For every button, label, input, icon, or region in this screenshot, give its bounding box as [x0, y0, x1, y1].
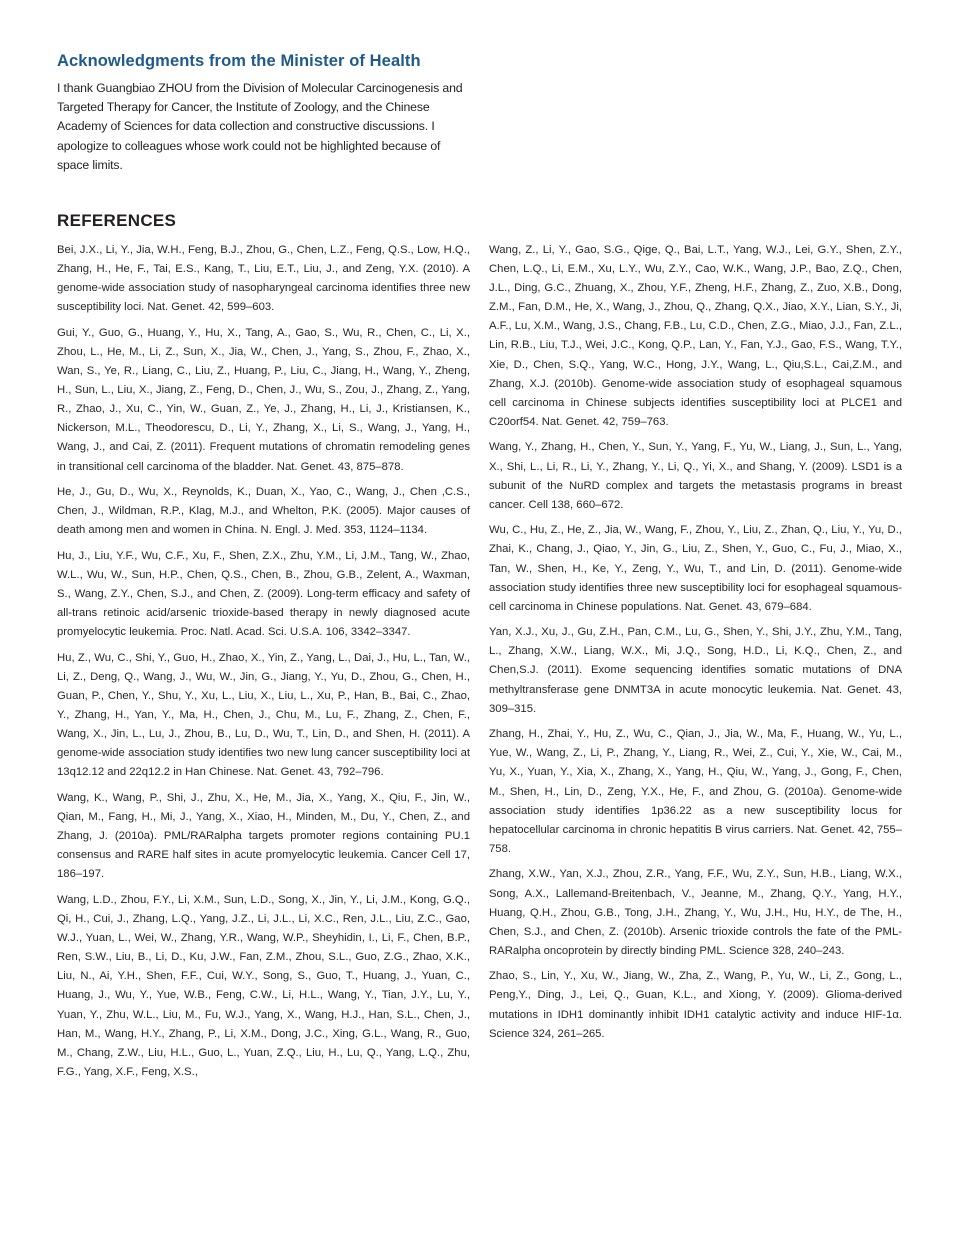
- reference-item: Zhang, X.W., Yan, X.J., Zhou, Z.R., Yang, F.F., Wu, Z.Y., Sun, H.B., Liang, W.X., Song, A.X., Lallemand-Breitenbach, V., Jeanne, M., Zhang, Q.Y., Yang, H.Y., Huang, Q.H., Zhou, G.B., Tong, J.H., Zhang, Y., Wu, J.H., Hu, H.Y., de The, H., Chen, S.J., and Chen, Z. (2010b). Arsenic trioxide controls the fate of the PML-RARalpha oncoprotein by directly binding PML. Science 328, 240–243.: [489, 868, 902, 957]
- reference-item: He, J., Gu, D., Wu, X., Reynolds, K., Duan, X., Yao, C., Wang, J., Chen ,C.S., Chen, J., Wildman, R.P., Klag, M.J., and Whelton, P.K. (2005). Major causes of death among men and women in China. N. Engl. J. Med. 353, 1124–1134.: [57, 486, 470, 537]
- acknowledgments-title: Acknowledgments from the Minister of Health: [57, 52, 421, 70]
- reference-item: Wang, K., Wang, P., Shi, J., Zhu, X., He, M., Jia, X., Yang, X., Qiu, F., Jin, W., Qian, M., Fang, H., Mi, J., Yang, X., Xiao, H., Minden, M., Du, Y., Chen, Z., and Zhang, J. (2010a). PML/RARalpha targets promoter regions containing PU.1 consensus and RARE half sites in acute promyelocytic leukemia. Cancer Cell 17, 186–197.: [57, 792, 470, 881]
- reference-item: Bei, J.X., Li, Y., Jia, W.H., Feng, B.J., Zhou, G., Chen, L.Z., Feng, Q.S., Low, H.Q., Zhang, H., He, F., Tai, E.S., Kang, T., Liu, E.T., Liu, J., and Zeng, Y.X. (2010). A genome-wide association study of nasopharyngeal carcinoma identifies three new susceptibility loci. Nat. Genet. 42, 599–603.: [57, 244, 470, 314]
- reference-item: Zhao, S., Lin, Y., Xu, W., Jiang, W., Zha, Z., Wang, P., Yu, W., Li, Z., Gong, L., Peng,Y., Ding, J., Lei, Q., Guan, K.L., and Xiong, Y. (2009). Glioma-derived mutations in IDH1 dominantly inhibit IDH1 catalytic activity and induce HIF-1α. Science 324, 261–265.: [489, 970, 902, 1040]
- reference-item: Wang, L.D., Zhou, F.Y., Li, X.M., Sun, L.D., Song, X., Jin, Y., Li, J.M., Kong, G.Q., Qi, H., Cui, J., Zhang, L.Q., Yang, J.Z., Li, J.L., Li, X.C., Ren, J.L., Liu, Z.C., Gao, W.J., Yuan, L., Wei, W., Zhang, Y.R., Wang, W.P., Sheyhidin, I., Li, F., Chen, B.P., Ren, S.W., Liu, B., Li, D., Ku, J.W., Fan, Z.M., Zhou, S.L., Guo, Z.G., Zhao, X.K., Liu, N., Ai, Y.H., Shen, F.F., Cui, W.Y., Song, S., Guo, T., Huang, J., Yuan, C., Huang, J., Wu, Y., Yue, W.B., Feng, C.W., Li, H.L., Wang, Y., Tian, J.Y., Lu, Y., Yuan, Y., Zhu, W.L., Liu, M., Fu, W.J., Yang, X., Wang, H.J., Han, S.L., Chen, J., Han, M., Wang, H.Y., Zhang, P., Li, X.M., Dong, J.C., Xing, G.L., Wang, R., Guo, M., Chang, Z.W., Liu, H.L., Guo, L., Yuan, Z.Q., Liu, H., Lu, Q., Yang, L.Q., Zhu, F.G., Yang, X.F., Feng, X.S.,: [57, 894, 470, 1078]
- reference-item: Hu, Z., Wu, C., Shi, Y., Guo, H., Zhao, X., Yin, Z., Yang, L., Dai, J., Hu, L., Tan, W., Li, Z., Deng, Q., Wang, J., Wu, W., Jin, G., Jiang, Y., Yu, D., Zhou, G., Chen, H., Guan, P., Chen, Y., Shu, Y., Xu, L., Liu, X., Liu, L., Xu, P., Han, B., Bai, C., Zhao, Y., Zhang, H., Yan, Y., Ma, H., Chen, J., Chu, M., Lu, F., Zhang, Z., Chen, F., Wang, X., Jin, L., Lu, J., Zhou, B., Lu, D., Wu, T., Lin, D., and Shen, H. (2011). A genome-wide association study identifies two new lung cancer susceptibility loci at 13q12.12 and 22q12.2 in Han Chinese. Nat. Genet. 43, 792–796.: [57, 651, 470, 779]
- references-left-column: [57, 241, 470, 1088]
- references-right-column: [489, 241, 902, 1050]
- reference-item: Yan, X.J., Xu, J., Gu, Z.H., Pan, C.M., Lu, G., Shen, Y., Shi, J.Y., Zhu, Y.M., Tang, L., Zhang, X.W., Liang, W.X., Mi, J.Q., Song, H.D., Li, K.Q., Chen, Z., and Chen,S.J. (2011). Exome sequencing identifies somatic mutations of DNA methyltransferase gene DNMT3A in acute monocytic leukemia. Nat. Genet. 43, 309–315.: [489, 626, 902, 715]
- reference-item: Hu, J., Liu, Y.F., Wu, C.F., Xu, F., Shen, Z.X., Zhu, Y.M., Li, J.M., Tang, W., Zhao, W.L., Wu, W., Sun, H.P., Chen, Q.S., Chen, B., Zhou, G.B., Zelent, A., Waxman, S., Wang, Z.Y., Chen, S.J., and Chen, Z. (2009). Long-term efficacy and safety of all-trans retinoic acid/arsenic trioxide-based therapy in newly diagnosed acute promyelocytic leukemia. Proc. Natl. Acad. Sci. U.S.A. 106, 3342–3347.: [57, 549, 470, 639]
- reference-item: Wang, Y., Zhang, H., Chen, Y., Sun, Y., Yang, F., Yu, W., Liang, J., Sun, L., Yang, X., Shi, L., Li, R., Li, Y., Zhang, Y., Li, Q., Yi, X., and Shang, Y. (2009). LSD1 is a subunit of the NuRD complex and targets the metastasis programs in breast cancer. Cell 138, 660–672.: [489, 441, 902, 511]
- acknowledgments-section: [57, 52, 472, 175]
- reference-item: Zhang, H., Zhai, Y., Hu, Z., Wu, C., Qian, J., Jia, W., Ma, F., Huang, W., Yu, L., Yue, W., Wang, Z., Li, P., Zhang, Y., Liang, R., Wei, Z., Cui, Y., Xie, W., Cai, M., Yu, X., Yuan, Y., Xia, X., Zhang, X., Yang, H., Qiu, W., Yang, J., Gong, F., Chen, M., Shen, H., Lin, D., Zeng, Y.X., He, F., and Zhou, G. (2010a). Genome-wide association study identifies 1p36.22 as a new susceptibility locus for hepatocellular carcinoma in chronic hepatitis B virus carriers. Nat. Genet. 42, 755–758.: [489, 728, 902, 855]
- reference-item: Gui, Y., Guo, G., Huang, Y., Hu, X., Tang, A., Gao, S., Wu, R., Chen, C., Li, X., Zhou, L., He, M., Li, Z., Sun, X., Jia, W., Chen, J., Yang, S., Zhou, F., Zhao, X., Wan, S., Ye, R., Liang, C., Liu, Z., Huang, P., Liu, C., Jiang, H., Wang, Y., Zheng, H., Sun, L., Liu, X., Jiang, Z., Feng, D., Chen, J., Wu, S., Zou, J., Zhang, Z., Yang, R., Zhao, J., Xu, C., Yin, W., Guan, Z., Ye, J., Zhang, H., Li, J., Kristiansen, K., Nickerson, M.L., Theodorescu, D., Li, Y., Zhang, X., Li, S., Wang, J., Yang, H., Wang, J., and Cai, Z. (2011). Frequent mutations of chromatin remodeling genes in transitional cell carcinoma of the bladder. Nat. Genet. 43, 875–878.: [57, 326, 470, 473]
- references-title: REFERENCES: [57, 211, 177, 230]
- acknowledgments-text: I thank Guangbiao ZHOU from the Division of Molecular Carcinogenesis and Targeted Therapy for Cancer, the Institute of Zoology, and the Chinese Academy of Sciences for data collection and constructive discussions. I apologize to colleagues whose work could not be highlighted because of space limits.: [57, 81, 463, 172]
- reference-item: Wang, Z., Li, Y., Gao, S.G., Qige, Q., Bai, L.T., Yang, W.J., Lei, G.Y., Shen, Z.Y., Chen, L.Q., Li, E.M., Xu, L.Y., Wu, Z.Y., Cao, W.K., Wang, J.P., Bao, Z.Q., Chen, J.L., Ding, G.C., Zhuang, X., Zhou, Y.F., Zheng, H.F., Zhang, Z., Zuo, X.B., Dong, Z.M., Fan, D.M., He, X., Wang, J., Zhou, Q., Zhang, Q.X., Jiao, X.Y., Lian, S.Y., Ji, A.F., Lu, X.M., Wang, J.S., Chang, F.B., Lu, C.D., Chen, Z.G., Miao, J.J., Fan, Z.L., Lin, R.B., Liu, T.J., Wei, J.C., Kong, Q.P., Lan, Y., Fan, Y.J., Gao, F.S., Wang, T.Y., Xie, D., Chen, S.Q., Yang, W.C., Hong, J.Y., Wang, L., Qiu,S.L., Cai,Z.M., and Zhang, X.J. (2010b). Genome-wide association study of esophageal squamous cell carcinoma in Chinese subjects identifies susceptibility loci at PLCE1 and C20orf54. Nat. Genet. 42, 759–763.: [489, 244, 902, 428]
- reference-item: Wu, C., Hu, Z., He, Z., Jia, W., Wang, F., Zhou, Y., Liu, Z., Zhan, Q., Liu, Y., Yu, D., Zhai, K., Chang, J., Qiao, Y., Jin, G., Liu, Z., Shen, Y., Guo, C., Fu, J., Miao, X., Tan, W., Shen, H., Ke, Y., Zeng, Y., Wu, T., and Lin, D. (2011). Genome-wide association study identifies three new susceptibility loci for esophageal squamous-cell carcinoma in Chinese populations. Nat. Genet. 43, 679–684.: [489, 524, 902, 613]
